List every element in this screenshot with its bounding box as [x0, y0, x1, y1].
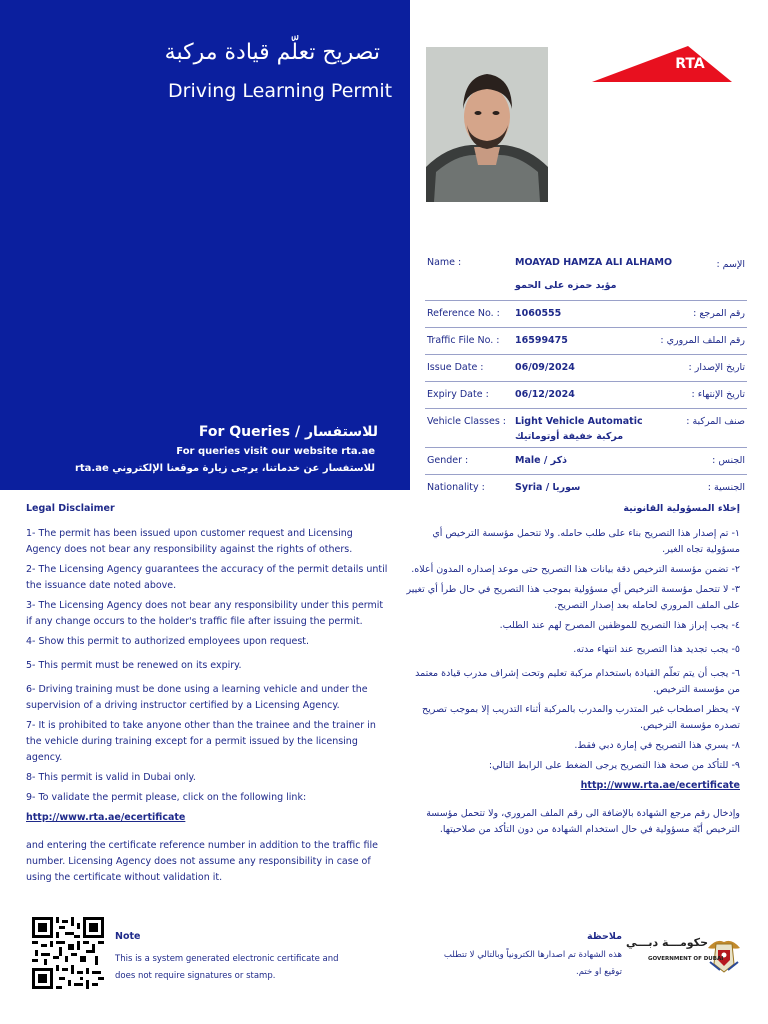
- note-text-arabic: هذه الشهادة تم اصدارها الكترونياً وبالتالي لا تتطلب توقيع او ختم.: [443, 950, 622, 977]
- gender-value: Male / ذكر: [515, 455, 567, 466]
- legal-item-ar-6: ٦- يجب أن يتم تعلّم القيادة باستخدام مركبة تعليم وتحت إشراف مدرب قيادة معتمد من مؤسسة الترخيص.: [415, 668, 740, 695]
- row-issue-date: [425, 355, 747, 382]
- nationality-label: Nationality :: [427, 482, 485, 493]
- name-value-arabic: مؤيد حمزه على الحمو: [515, 280, 617, 291]
- header-panel: [0, 0, 410, 490]
- legal-disclaimer-english: [26, 503, 391, 890]
- name-value-english: MOAYAD HAMZA ALI ALHAMO: [515, 257, 673, 268]
- ecertificate-link-arabic[interactable]: http://www.rta.ae/ecertificate: [580, 780, 740, 791]
- queries-title: For Queries / للاستفسار: [198, 424, 378, 440]
- vehicle-class-arabic: مركبة خفيفة أوتوماتيك: [515, 431, 624, 442]
- qr-code-icon: [32, 917, 104, 989]
- legal-item-ar-2: ٢- تضمن مؤسسة الترخيص دقة بيانات هذا التصريح حتى موعد إصداره المدون أعلاه.: [411, 564, 740, 575]
- vehicle-class-english: Light Vehicle Automatic: [515, 416, 643, 427]
- queries-text-arabic: للاستفسار عن خدماتنا، يرجى زيارة موقعنا الإلكتروني rta.ae: [74, 463, 375, 474]
- row-name: [425, 248, 747, 301]
- name-label-arabic: الإسم :: [716, 259, 745, 270]
- gender-label: Gender :: [427, 455, 469, 466]
- title-english: Driving Learning Permit: [168, 80, 393, 102]
- legal-item-ar-8: ٨- يسري هذا التصريح في إمارة دبي فقط.: [574, 740, 740, 751]
- person-photo-icon: [426, 47, 548, 202]
- legal-item-5: 5- This permit must be renewed on its expiry.: [26, 660, 242, 671]
- queries-text-english: For queries visit our website rta.ae: [176, 446, 375, 457]
- note-arabic: [438, 928, 622, 981]
- legal-tail-english: and entering the certificate reference number in addition to the traffic file number. Licensing Agency does not assume any responsibility in case of using the certificate without validation it.: [26, 840, 378, 883]
- government-name-arabic: حكومـــة دبـــي: [626, 936, 708, 949]
- legal-item-9: 9- To validate the permit please, click on the following link:: [26, 792, 307, 803]
- legal-item-ar-4: ٤- يجب إبراز هذا التصريح للموظفين المصرح لهم عند الطلب.: [499, 620, 740, 631]
- issue-date-label: Issue Date :: [427, 362, 484, 373]
- row-expiry-date: [425, 382, 747, 409]
- legal-item-ar-5: ٥- يجب تجديد هذا التصريح عند انتهاء مدته.: [573, 644, 740, 655]
- issue-date-value: 06/09/2024: [515, 362, 575, 373]
- holder-photo: [426, 47, 548, 202]
- legal-item-3: 3- The Licensing Agency does not bear any responsibility under this permit if any change occurs to the holder's traffic file after issuing the permit.: [26, 600, 384, 627]
- traffic-file-label: Traffic File No. :: [427, 335, 500, 346]
- rta-logo-icon: [592, 40, 732, 86]
- expiry-date-label-arabic: تاريخ الإنتهاء :: [691, 389, 745, 400]
- legal-item-6: 6- Driving training must be done using a learning vehicle and under the supervision of a driving instructor certified by a Licensing Agency.: [26, 684, 368, 711]
- legal-disclaimer-arabic: [400, 503, 740, 842]
- rta-logo: [592, 40, 732, 86]
- title-arabic: تصريح تعلّم قيادة مركبة: [164, 40, 380, 65]
- government-name-english: GOVERNMENT OF DUBAI: [648, 956, 724, 962]
- row-reference: [425, 301, 747, 328]
- row-traffic-file: [425, 328, 747, 355]
- qr-code: [32, 917, 104, 989]
- legal-item-ar-1: ١- تم إصدار هذا التصريح بناء على طلب حامله. ولا تتحمل مؤسسة الترخيص أي مسؤولية تجاه الغير.: [432, 528, 740, 555]
- legal-item-7: 7- It is prohibited to take anyone other than the trainee and the trainer in the vehicle during training except for a permit issued by the licensing agency.: [26, 720, 376, 763]
- gender-label-arabic: الجنس :: [712, 455, 745, 466]
- vehicle-classes-label-arabic: صنف المركبة :: [686, 416, 745, 427]
- legal-tail-arabic: وإدخال رقم مرجع الشهادة بالإضافة الى رقم الملف المروري، ولا تتحمل مؤسسة الترخيص أيّة مسؤولية في حال استخدام الشهادة من دون التأكد من صلاحيتها.: [426, 808, 740, 835]
- nationality-label-arabic: الجنسية :: [707, 482, 745, 493]
- reference-label: Reference No. :: [427, 308, 500, 319]
- legal-item-ar-7: ٧- يحظر اصطحاب غير المتدرب والمدرب بالمركبة أثناء التدريب إلا بموجب تصريح تصدره مؤسسة الترخيص.: [422, 704, 740, 731]
- legal-item-ar-3: ٣- لا تتحمل مؤسسة الترخيص أي مسؤولية بموجب هذا التصريح في حال طرأ أي تغيير على الملف المروري لحامله بعد إصدار التصريح.: [406, 584, 740, 611]
- legal-item-2: 2- The Licensing Agency guarantees the accuracy of the permit details until the issuance date noted above.: [26, 564, 388, 591]
- name-label: Name :: [427, 257, 462, 268]
- reference-value: 1060555: [515, 308, 562, 319]
- row-gender: [425, 448, 747, 475]
- row-vehicle-classes: [425, 409, 747, 448]
- legal-item-8: 8- This permit is valid in Dubai only.: [26, 772, 196, 783]
- row-nationality: [425, 475, 747, 501]
- vehicle-classes-label: Vehicle Classes :: [427, 416, 507, 427]
- nationality-value: Syria / سوريا: [515, 482, 581, 493]
- legal-item-ar-9: ٩- للتأكد من صحة هذا التصريح يرجى الضغط على الرابط التالي:: [488, 760, 740, 771]
- note-text-english: This is a system generated electronic certificate and does not require signatures or stamp.: [115, 954, 339, 981]
- traffic-file-label-arabic: رقم الملف المروري :: [660, 335, 745, 346]
- expiry-date-value: 06/12/2024: [515, 389, 575, 400]
- expiry-date-label: Expiry Date :: [427, 389, 489, 400]
- note-title-arabic: ملاحظة: [587, 931, 622, 942]
- legal-item-1: 1- The permit has been issued upon customer request and Licensing Agency does not bear any responsibility against the rights of others.: [26, 528, 353, 555]
- reference-label-arabic: رقم المرجع :: [693, 308, 745, 319]
- legal-item-4: 4- Show this permit to authorized employees upon request.: [26, 636, 310, 647]
- ecertificate-link-english[interactable]: http://www.rta.ae/ecertificate: [26, 812, 186, 823]
- note-english: [115, 928, 345, 985]
- note-title-english: Note: [115, 931, 141, 942]
- legal-heading-arabic: إخلاء المسؤولية القانونية: [623, 503, 740, 514]
- legal-heading-english: Legal Disclaimer: [26, 503, 115, 514]
- issue-date-label-arabic: تاريخ الإصدار :: [688, 362, 745, 373]
- permit-details: [425, 248, 747, 501]
- svg-text:RTA: RTA: [675, 56, 705, 72]
- traffic-file-value: 16599475: [515, 335, 568, 346]
